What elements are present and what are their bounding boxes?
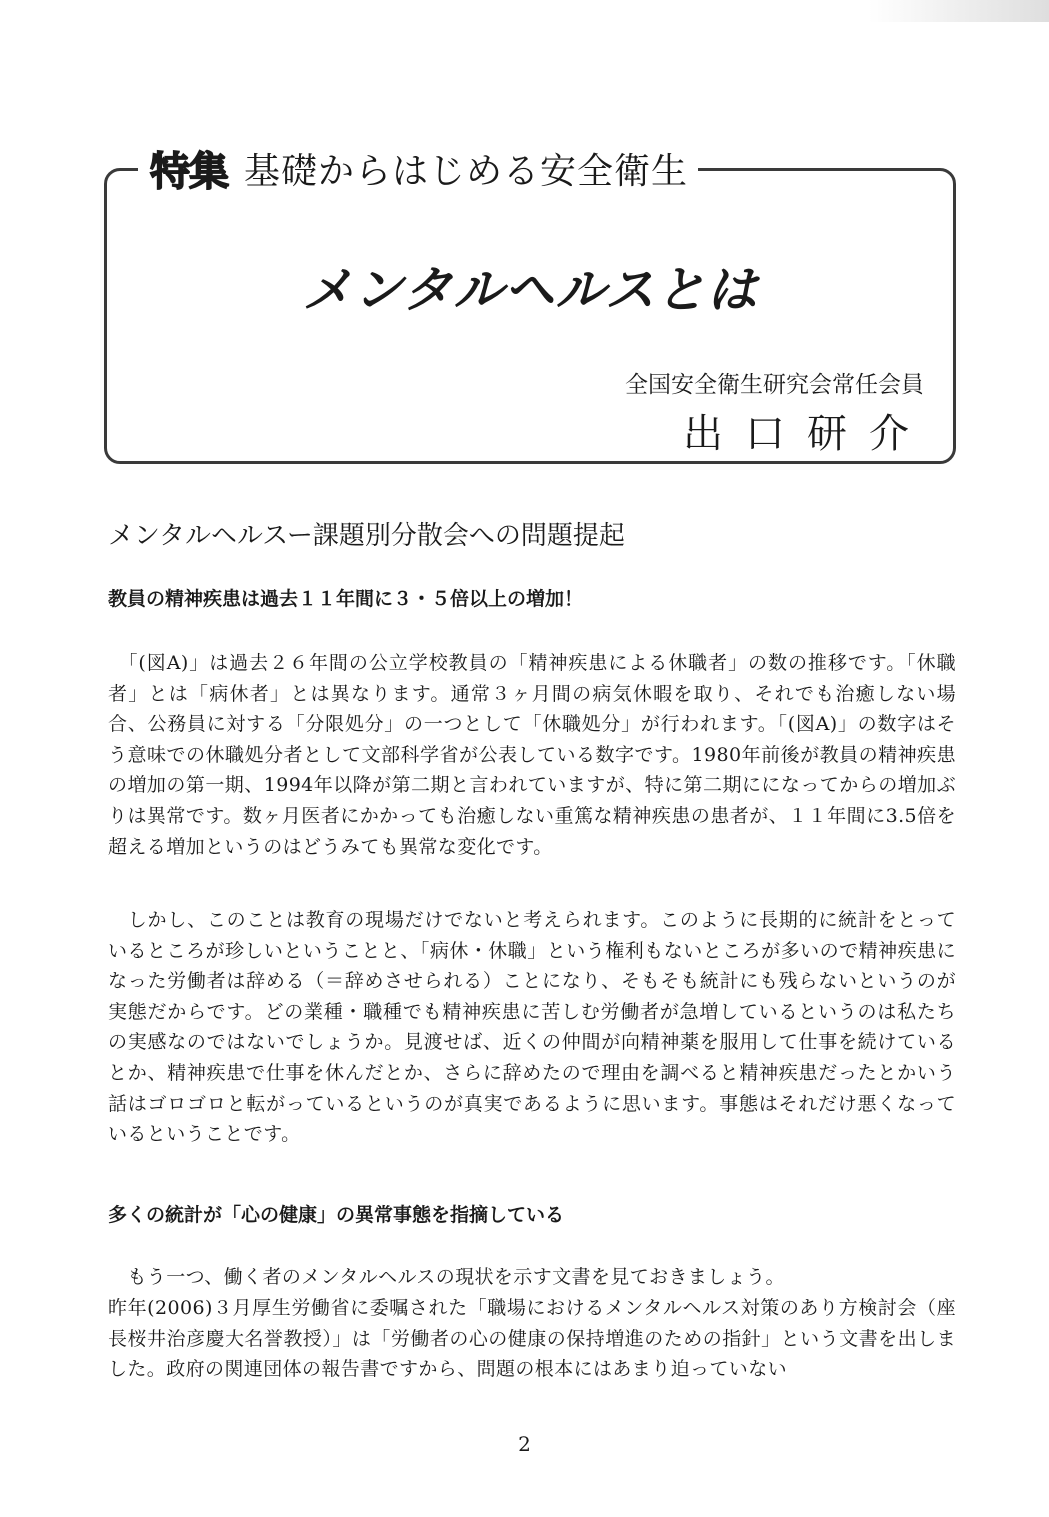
page-number: 2 <box>518 1432 531 1456</box>
subheading-statistics: 多くの統計が「心の健康」の異常事態を指摘している <box>108 1204 565 1226</box>
paragraph-2: しかし、このことは教育の現場だけでないと考えられます。このように長期的に統計をとっているところが珍しいということと、「病休・休職」という権利もないところが多いので精神疾患になった労働者は辞める（＝辞めさせられる）ことになり、そもそも統計にも残らないというのが実態だからです。どの業種・職種でも精神疾患に苦しむ労働者が急増しているというのは私たちの実感なのではないでしょうか。見渡せば、近くの仲間が向精神薬を服用して仕事を続けているとか、精神疾患で仕事を休んだとか、さらに辞めたので理由を調べると精神疾患だったとかいう話はゴロゴロと転がっているというのが真実であるように思います。事態はそれだけ悪くなっているということです。 <box>108 909 956 1146</box>
feature-tag: 特集 <box>150 148 228 195</box>
series-header <box>138 138 698 198</box>
series-title: 基礎からはじめる安全衛生 <box>244 150 689 192</box>
paragraph-3: 昨年(2006)３月厚生労働省に委嘱された「職場におけるメンタルヘルス対策のあり方検討会（座長桜井治彦慶大名誉教授）」は「労働者の心の健康の保持増進のための指針」という文書を出しました。政府の関連団体の報告書ですから、問題の根本にはあまり迫っていない <box>108 1297 956 1381</box>
author-affiliation: 全国安全衛生研究会常任会員 <box>625 372 924 398</box>
author-name: 出口研介 <box>683 411 931 457</box>
subheading-teacher-mental-illness: 教員の精神疾患は過去１１年間に３・５倍以上の増加！ <box>108 588 584 610</box>
paragraph-3-first-line: もう一つ、働く者のメンタルヘルスの現状を示す文書を見ておきましょう。 <box>108 1266 785 1288</box>
scan-edge-shading <box>869 0 1049 22</box>
paragraph-1: 「(図A)」は過去２６年間の公立学校教員の「精神疾患による休職者」の数の推移です。「休職者」とは「病休者」とは異なります。通常３ヶ月間の病気休暇を取り、それでも治癒しない場合、公務員に対する「分限処分」の一つとして「休職処分」が行われます。「(図A)」の数字はそう意味での休職処分者として文部科学省が公表している数字です。1980年前後が教員の精神疾患の増加の第一期、1994年以降が第二期と言われていますが、特に第二期にになってからの増加ぶりは異常です。数ヶ月医者にかかっても治癒しない重篤な精神疾患の患者が、１１年間に3.5倍を超える増加というのはどうみても異常な変化です。 <box>108 652 956 858</box>
section-heading: メンタルヘルスー課題別分散会への問題提起 <box>108 521 625 551</box>
article-title: メンタルヘルスとは <box>302 261 758 319</box>
